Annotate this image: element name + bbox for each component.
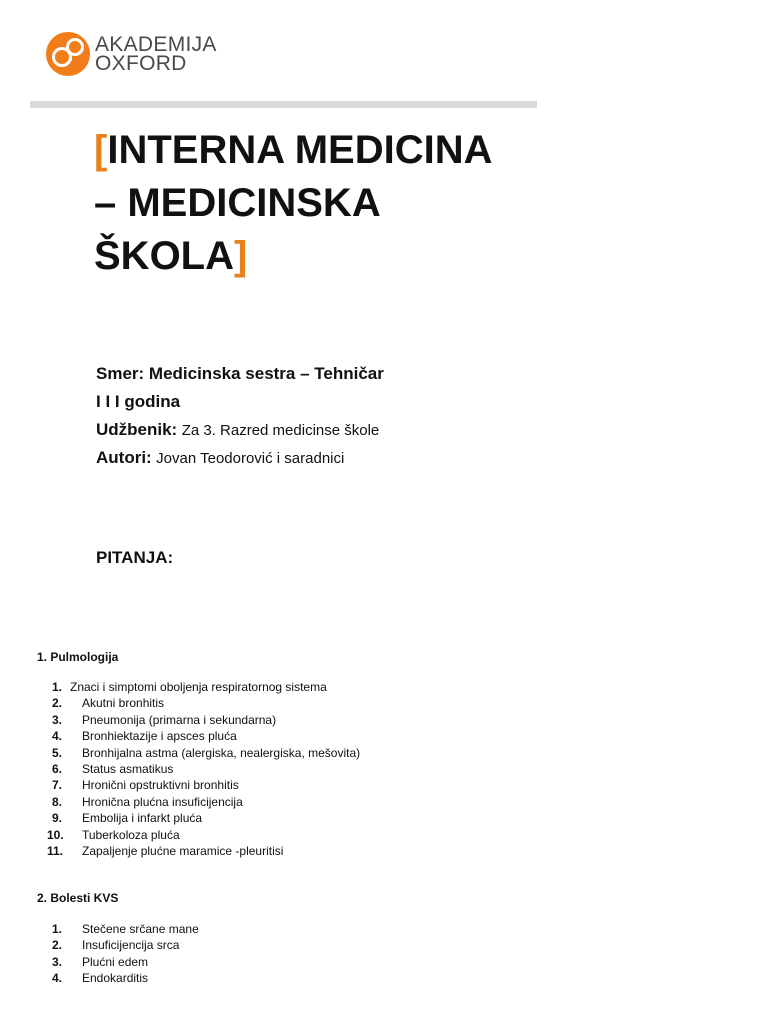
meta-godina: I I I godina	[96, 392, 181, 411]
document-meta	[96, 360, 384, 472]
logo-text	[95, 35, 217, 73]
item-text: Embolija i infarkt pluća	[82, 811, 203, 826]
meta-autori-row	[96, 444, 384, 472]
title-open-bracket: [	[94, 128, 108, 172]
item-number: 7.	[52, 778, 63, 793]
pulmologija-question-list	[47, 679, 361, 859]
item-text: Stečene srčane mane	[82, 922, 199, 936]
meta-autori-value: Jovan Teodorović i saradnici	[156, 450, 345, 467]
title-close-bracket: ]	[234, 234, 248, 278]
item-text: Bronhijalna astma (alergiska, nealergiska, mešovita)	[82, 745, 361, 760]
meta-udzbenik-label: Udžbenik:	[96, 420, 178, 439]
list-item	[47, 843, 360, 859]
section-heading-pulmologija: 1. Pulmologija	[37, 650, 119, 664]
item-text: Tuberkoloza pluća	[82, 827, 180, 842]
meta-udzbenik-value: Za 3. Razred medicinse škole	[181, 422, 380, 439]
item-text: Hronična plućna insuficijencija	[82, 794, 243, 809]
section-heading-bolesti-kvs: 2. Bolesti KVS	[37, 891, 119, 905]
item-number: 10.	[47, 827, 64, 842]
meta-smer-row	[96, 360, 384, 388]
logo	[45, 31, 217, 77]
title-line-3	[94, 230, 534, 283]
item-number: 11.	[47, 843, 64, 858]
item-text: Hronični opstruktivni bronhitis	[82, 778, 239, 793]
list-item	[52, 712, 360, 728]
item-number: 4.	[52, 729, 63, 744]
pitanja-heading: PITANJA:	[96, 548, 174, 567]
item-text: Pneumonija (primarna i sekundarna)	[82, 712, 277, 727]
item-text: Zapaljenje plućne maramice -pleuritisi	[82, 843, 284, 858]
list-item	[47, 827, 360, 843]
item-text: Akutni bronhitis	[82, 696, 165, 711]
title-line-2: – MEDICINSKA	[94, 181, 381, 225]
list-item	[52, 761, 360, 777]
item-number: 1.	[52, 680, 63, 694]
meta-smer: Smer: Medicinska sestra – Tehničar	[96, 364, 384, 383]
item-number: 3.	[52, 954, 63, 969]
item-number: 2.	[52, 696, 63, 711]
list-item	[52, 745, 360, 761]
list-item	[52, 810, 360, 826]
list-item	[52, 937, 199, 953]
item-text: Insuficijencija srca	[82, 938, 180, 953]
list-item	[52, 921, 199, 937]
list-item	[52, 970, 199, 986]
item-number: 5.	[52, 745, 63, 760]
item-number: 8.	[52, 794, 63, 809]
kvs-question-list	[52, 921, 199, 987]
item-number: 3.	[52, 712, 63, 727]
title-text-1: INTERNA MEDICINA	[107, 128, 493, 172]
list-item	[52, 695, 360, 711]
item-text: Endokarditis	[82, 971, 149, 986]
logo-line-1: AKADEMIJA	[95, 33, 217, 56]
document-title	[94, 124, 534, 283]
list-item	[52, 954, 199, 970]
header-divider	[30, 101, 537, 108]
list-item	[52, 679, 360, 695]
item-number: 9.	[52, 811, 63, 826]
meta-autori-label: Autori:	[96, 448, 152, 467]
item-text: Status asmatikus	[82, 761, 174, 776]
item-number: 4.	[52, 971, 63, 986]
item-text: Plućni edem	[82, 954, 149, 969]
item-number: 6.	[52, 761, 63, 776]
meta-godina-row	[96, 388, 384, 416]
title-line-1	[94, 124, 534, 177]
item-text: Bronhiektazije i apsces pluća	[82, 729, 237, 744]
item-number: 1.	[52, 922, 63, 936]
logo-line-2: OXFORD	[95, 52, 187, 75]
list-item	[52, 794, 360, 810]
akademija-logo-icon	[45, 31, 91, 77]
item-number: 2.	[52, 938, 63, 953]
list-item	[52, 777, 360, 793]
item-text: Znaci i simptomi oboljenja respiratornog sistema	[70, 680, 327, 694]
meta-udzbenik-row	[96, 416, 384, 444]
title-text-3: ŠKOLA	[94, 234, 234, 278]
list-item	[52, 728, 360, 744]
